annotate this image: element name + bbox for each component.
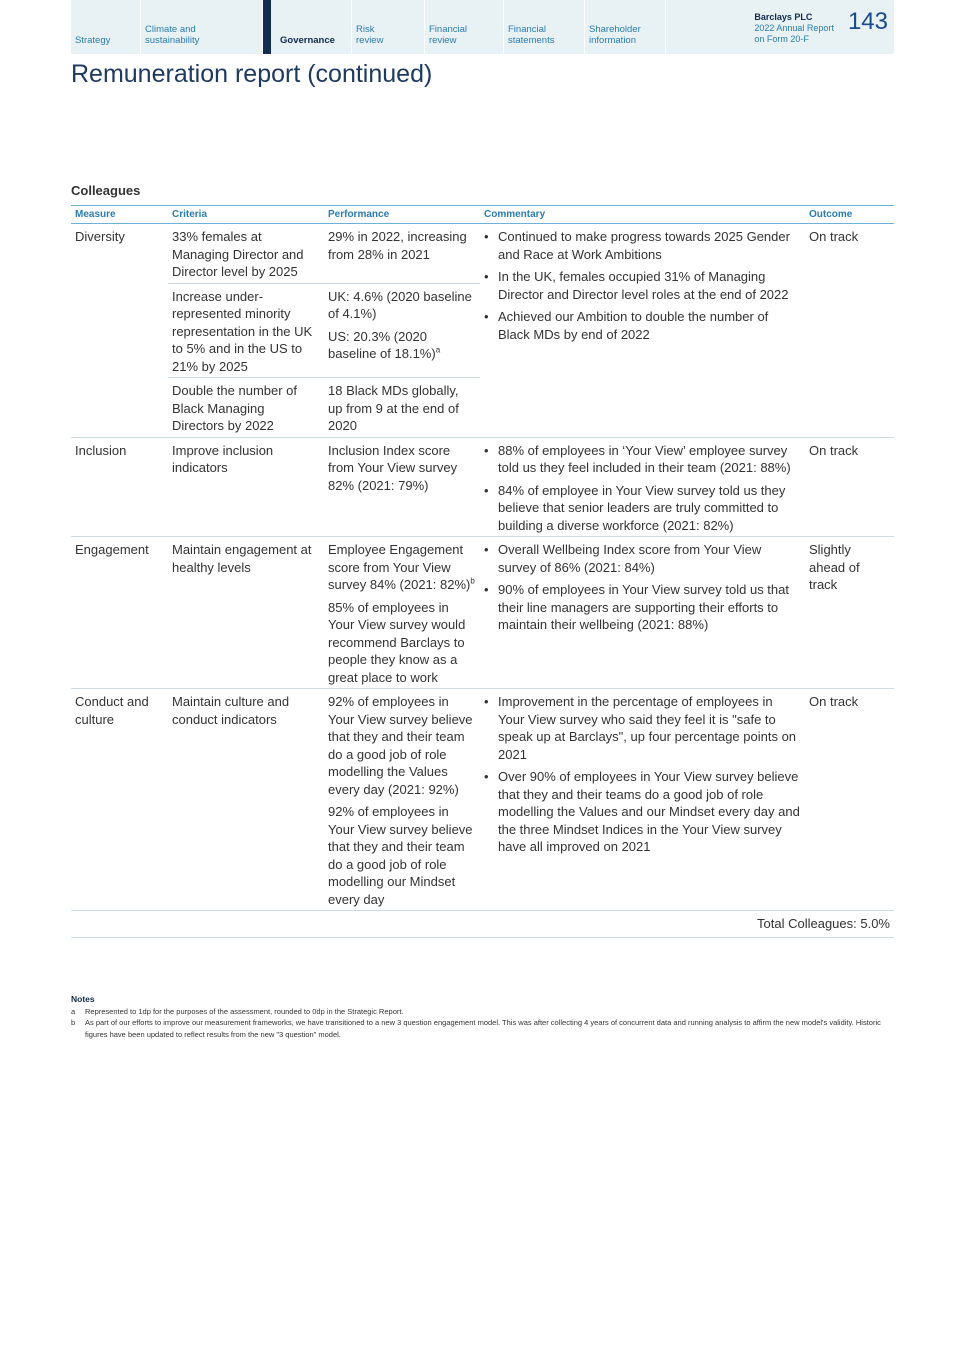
outcome-cell: On track	[805, 689, 894, 911]
table-header-row	[71, 206, 894, 224]
performance-cell: Inclusion Index score from Your View survey 82% (2021: 79%)	[324, 437, 480, 537]
performance-cell: 18 Black MDs globally, up from 9 at the end of 2020	[324, 378, 480, 438]
footnote-ref-a: a	[435, 345, 441, 355]
criteria-cell: Maintain engagement at healthy levels	[168, 537, 324, 689]
table-row	[71, 224, 894, 284]
measure-cell: Engagement	[71, 537, 168, 689]
commentary-bullet: • Overall Wellbeing Index score from Your View survey of 86% (2021: 84%)	[484, 541, 801, 576]
nav-tab-strategy[interactable]: Strategy	[71, 0, 141, 54]
commentary-bullet: • 84% of employee in Your View survey told us they believe that senior leaders are truly committed to building a diverse workforce (2021: 82%)	[484, 482, 801, 535]
commentary-bullet: • In the UK, females occupied 31% of Managing Director and Director level roles at the end of 2022	[484, 268, 801, 303]
footnote-b	[71, 1017, 894, 1040]
performance-uk: UK: 4.6% (2020 baseline of 4.1%)	[328, 288, 472, 321]
nav-tab-financial-review[interactable]: Financial review	[425, 0, 504, 54]
brand-report-line1: 2022 Annual Report	[754, 23, 834, 33]
table-row	[71, 689, 894, 911]
performance-cell	[324, 537, 480, 689]
outcome-cell: On track	[809, 229, 859, 244]
measure-cell: Inclusion	[71, 437, 168, 537]
page-number: 143	[847, 8, 888, 35]
commentary-bullet: • 90% of employees in Your View survey told us that their line managers are supporting their efforts to maintain their wellbeing (2021: 88%)	[484, 581, 801, 634]
header-performance: Performance	[324, 206, 480, 224]
footnote-label: a	[71, 1006, 76, 1016]
commentary-cell	[480, 224, 805, 438]
nav-tab-financial-statements[interactable]: Financial statements	[504, 0, 585, 54]
commentary-bullet: • 88% of employees in ‘Your View’ employee survey told us they feel included in their team (2021: 88%)	[484, 442, 801, 477]
performance-cell	[324, 283, 480, 378]
footnote-ref-b: b	[470, 576, 475, 586]
header-outcome: Outcome	[805, 206, 894, 224]
brand-text	[754, 12, 834, 45]
performance-us: US: 20.3% (2020 baseline of 18.1%)$^a$	[328, 328, 441, 361]
total-row	[71, 911, 894, 938]
active-tab-marker	[263, 0, 271, 54]
section-heading: Colleagues	[71, 183, 141, 198]
report-brand	[666, 0, 894, 54]
notes-heading: Notes	[71, 994, 95, 1004]
performance-mindset: 92% of employees in Your View survey believe that they and their team do a good job of role modelling our Mindset every day	[328, 804, 473, 907]
table-row	[71, 437, 894, 537]
section-nav	[71, 0, 894, 54]
footnotes	[71, 994, 894, 1040]
header-commentary: Commentary	[480, 206, 805, 224]
footnote-a	[71, 1006, 894, 1018]
performance-values: 92% of employees in Your View survey believe that they and their team do a good job of role modelling the Values every day (2021: 92%)	[328, 694, 473, 797]
commentary-cell	[480, 689, 805, 911]
performance-engagement-score: Employee Engagement score from Your View survey 84% (2021: 82%)$^b$	[328, 542, 475, 592]
brand-report-line2: on Form 20-F	[754, 34, 809, 44]
criteria-cell: Improve inclusion indicators	[168, 437, 324, 537]
commentary-bullet: • Continued to make progress towards 2025 Gender and Race at Work Ambitions	[484, 228, 801, 263]
measure-cell: Diversity	[75, 229, 125, 244]
outcome-cell: Slightly ahead of track	[805, 537, 894, 689]
commentary-bullet: • Improvement in the percentage of employees in Your View survey who said they feel it is "safe to speak up at Barclays", up four percentage points on 2021	[484, 693, 801, 763]
footnote-label: b	[71, 1018, 76, 1027]
page-title: Remuneration report (continued)	[71, 60, 433, 88]
brand-name: Barclays PLC	[754, 12, 813, 22]
criteria-cell: Increase under-represented minority representation in the UK to 5% and in the US to 21% by 2025	[168, 283, 324, 378]
commentary-cell	[480, 537, 805, 689]
performance-cell: 29% in 2022, increasing from 28% in 2021	[328, 229, 467, 262]
footnote-text: Represented to 1dp for the purposes of the assessment, rounded to 0dp in the Strategic Report.	[85, 1006, 404, 1016]
criteria-cell: Double the number of Black Managing Directors by 2022	[168, 378, 324, 438]
nav-tab-shareholder-information[interactable]: Shareholder information	[585, 0, 666, 54]
criteria-cell: 33% females at Managing Director and Director level by 2025	[172, 229, 304, 279]
colleagues-table	[71, 205, 894, 938]
commentary-bullet: • Achieved our Ambition to double the number of Black MDs by end of 2022	[484, 308, 801, 343]
commentary-bullet: • Over 90% of employees in Your View survey believe that they and their teams do a good job of role modelling the Values and our Mindset every day and the three Mindset Indices in the Your View survey have all improved on 2021	[484, 768, 801, 856]
measure-cell: Conduct and culture	[71, 689, 168, 911]
nav-tab-governance[interactable]: Governance	[263, 0, 352, 54]
commentary-cell	[480, 437, 805, 537]
performance-cell	[324, 689, 480, 911]
criteria-cell: Maintain culture and conduct indicators	[168, 689, 324, 911]
header-measure: Measure	[71, 206, 168, 224]
nav-tab-risk-review[interactable]: Risk review	[352, 0, 425, 54]
outcome-cell: On track	[805, 437, 894, 537]
header-criteria: Criteria	[168, 206, 324, 224]
total-colleagues: Total Colleagues: 5.0%	[71, 911, 894, 938]
performance-recommend: 85% of employees in Your View survey would recommend Barclays to people they know as a great place to work	[328, 599, 466, 685]
nav-tab-climate[interactable]: Climate and sustainability	[141, 0, 263, 54]
table-row	[71, 537, 894, 689]
footnote-text: As part of our efforts to improve our measurement frameworks, we have transitioned to a new 3 question engagement model. This was after collecting 4 years of concurrent data and running analysis to affirm the new model's validity. Historic figures have been updated to reflect results from the new "3 question" model.	[85, 1018, 881, 1039]
